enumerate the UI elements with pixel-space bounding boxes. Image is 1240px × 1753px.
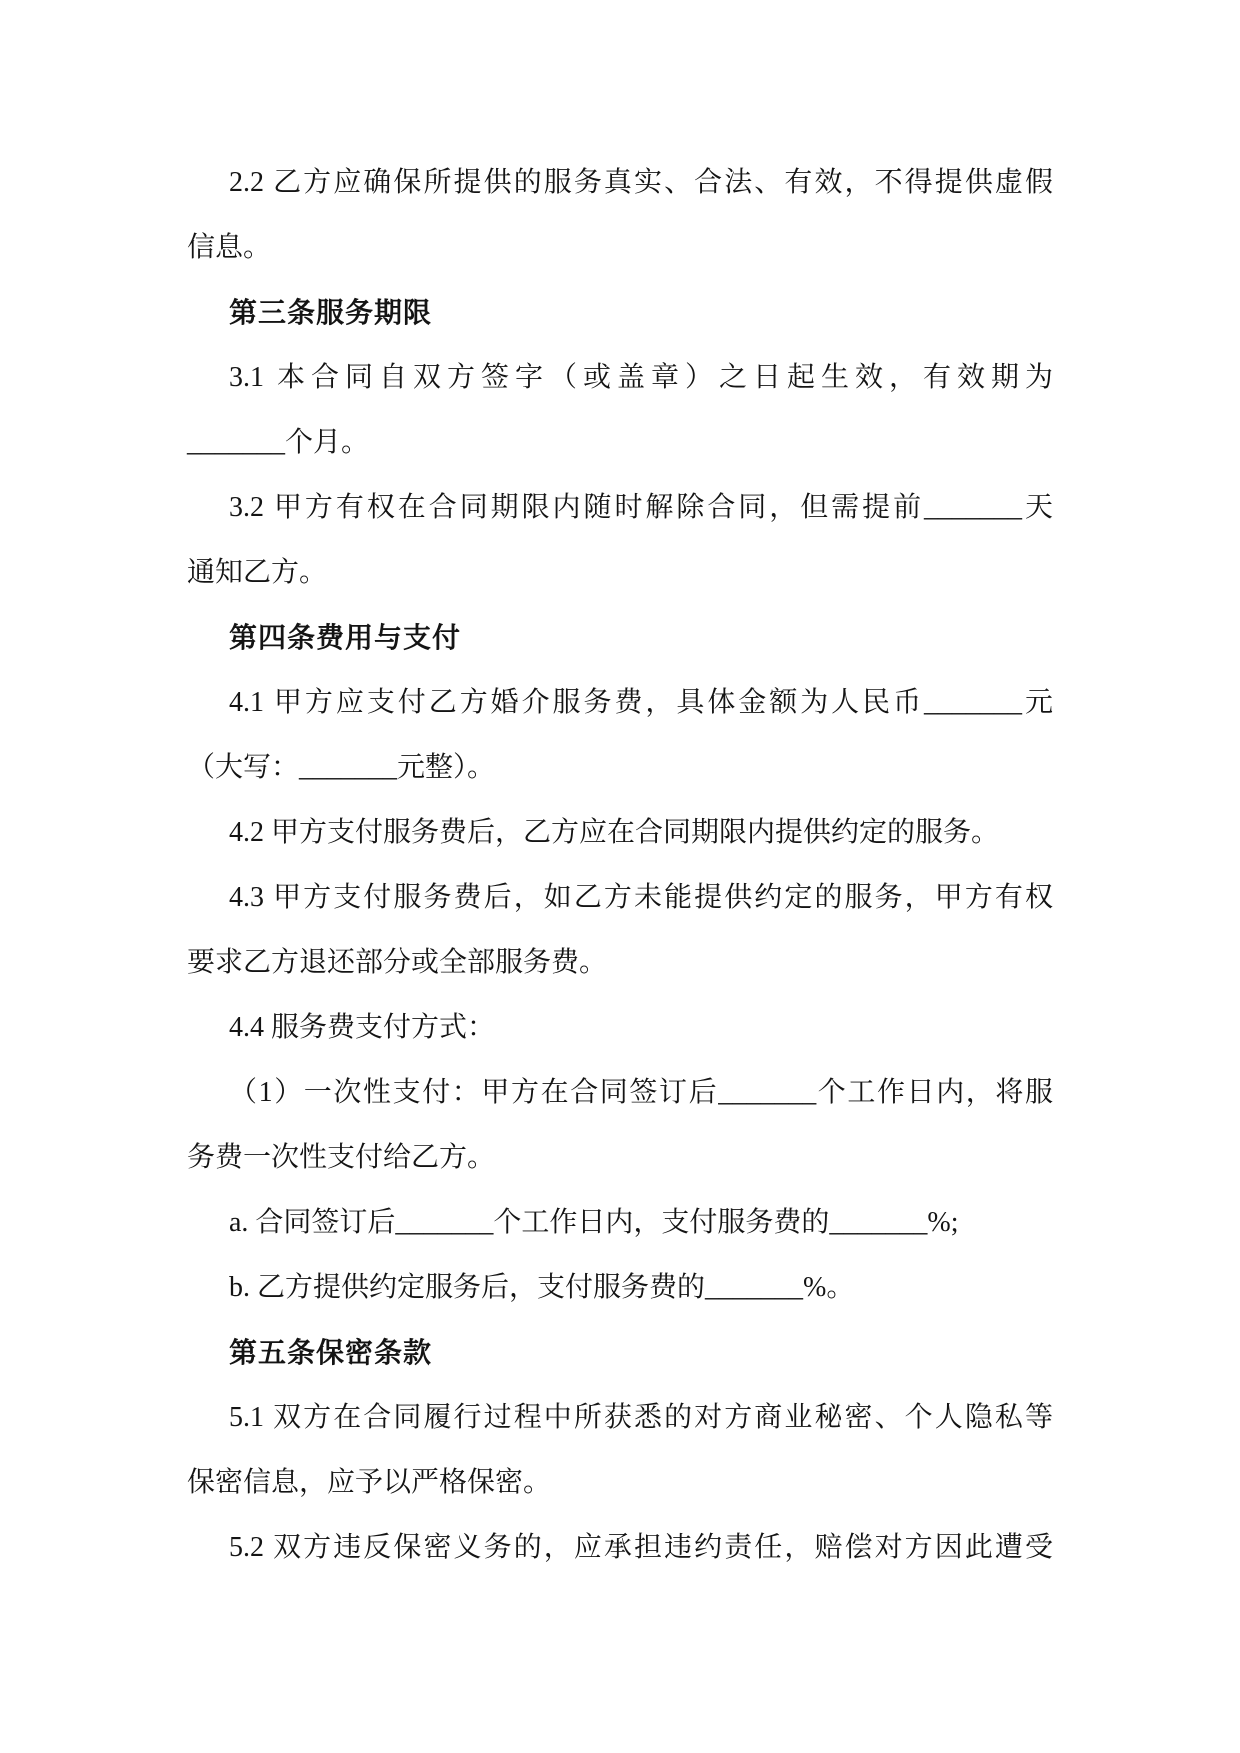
heading-article-3: 第三条服务期限 [229,296,433,329]
clause-4-3-line-2: 要求乙方退还部分或全部服务费。 [187,947,608,978]
clause-5-1-line-2: 保密信息，应予以严格保密。 [187,1467,552,1498]
clause-2-2-line-2: 信息。 [187,232,272,263]
clause-3-1-line-1: 3.1 本合同自双方签字（或盖章）之日起生效，有效期为 [229,362,1053,393]
clause-4-2-line-1: 4.2 甲方支付服务费后，乙方应在合同期限内提供约定的服务。 [229,817,1000,848]
clause-4-4-item-a: a. 合同签订后_______个工作日内，支付服务费的_______%; [229,1207,959,1238]
clause-4-4-item-b: b. 乙方提供约定服务后，支付服务费的_______%。 [229,1272,855,1303]
clause-2-2-line-1: 2.2 乙方应确保所提供的服务真实、合法、有效，不得提供虚假 [229,167,1053,198]
clause-4-1-line-2: （大写：_______元整）。 [187,752,496,783]
heading-article-4: 第四条费用与支付 [229,621,462,654]
clause-4-3-line-1: 4.3 甲方支付服务费后，如乙方未能提供约定的服务，甲方有权 [229,882,1053,913]
clause-5-1-line-1: 5.1 双方在合同履行过程中所获悉的对方商业秘密、个人隐私等 [229,1402,1053,1433]
clause-4-1-line-1: 4.1 甲方应支付乙方婚介服务费，具体金额为人民币_______元 [229,687,1053,718]
clause-3-2-line-1: 3.2 甲方有权在合同期限内随时解除合同，但需提前_______天 [229,492,1053,523]
clause-5-2-line-1: 5.2 双方违反保密义务的，应承担违约责任，赔偿对方因此遭受 [229,1532,1053,1563]
clause-3-2-line-2: 通知乙方。 [187,557,328,588]
clause-4-4-item1-line-2: 务费一次性支付给乙方。 [187,1142,496,1173]
clause-4-4-item1-line-1: （1）一次性支付：甲方在合同签订后_______个工作日内，将服 [229,1077,1053,1108]
heading-article-5: 第五条保密条款 [229,1336,433,1369]
clause-3-1-line-2: _______个月。 [187,427,370,458]
clause-4-4-line-1: 4.4 服务费支付方式： [229,1012,496,1043]
